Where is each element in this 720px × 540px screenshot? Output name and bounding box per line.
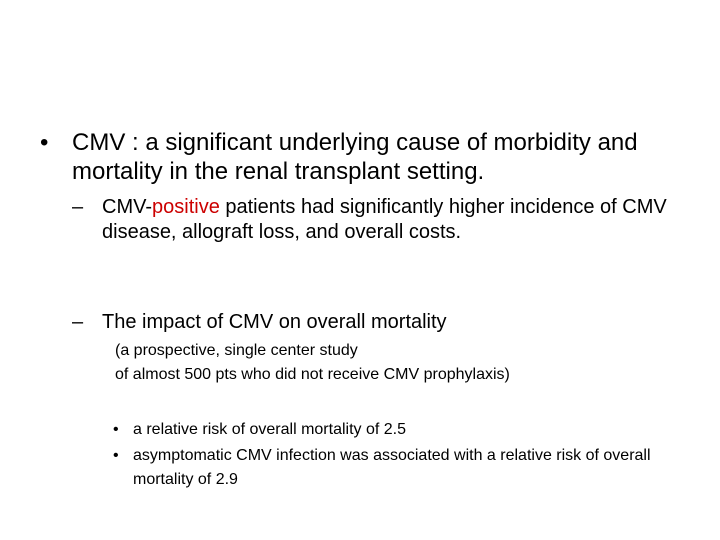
study-note-line-1: (a prospective, single center study bbox=[115, 342, 358, 359]
finding-item bbox=[113, 418, 683, 442]
finding-item bbox=[113, 444, 683, 492]
main-bullet-point bbox=[40, 128, 680, 186]
dash-icon: – bbox=[72, 311, 84, 333]
bullet-icon: • bbox=[113, 421, 119, 438]
finding-text: asymptomatic CMV infection was associated with a relative risk of overall mortality of 2.9 bbox=[133, 447, 651, 488]
sub-point-2-text: The impact of CMV on overall mortality bbox=[102, 311, 447, 333]
sub-point-1-prefix: CMV- bbox=[102, 196, 152, 218]
sub-point-mortality bbox=[72, 310, 672, 335]
sub-point-1-text bbox=[102, 195, 672, 245]
bullet-icon: • bbox=[40, 129, 49, 156]
main-point-text: CMV : a significant underlying cause of morbidity and mortality in the renal transplant setting. bbox=[72, 129, 638, 185]
finding-text: a relative risk of overall mortality of 2.5 bbox=[133, 421, 406, 438]
sub-point-cmv-positive bbox=[72, 195, 672, 245]
study-note-line-2: of almost 500 pts who did not receive CMV prophylaxis) bbox=[115, 366, 510, 383]
sub-point-1-suffix: patients had significantly higher incidence of CMV disease, allograft loss, and overall costs. bbox=[102, 196, 667, 243]
highlight-positive: positive bbox=[152, 196, 220, 218]
dash-icon: – bbox=[72, 196, 84, 218]
bullet-icon: • bbox=[113, 447, 119, 464]
